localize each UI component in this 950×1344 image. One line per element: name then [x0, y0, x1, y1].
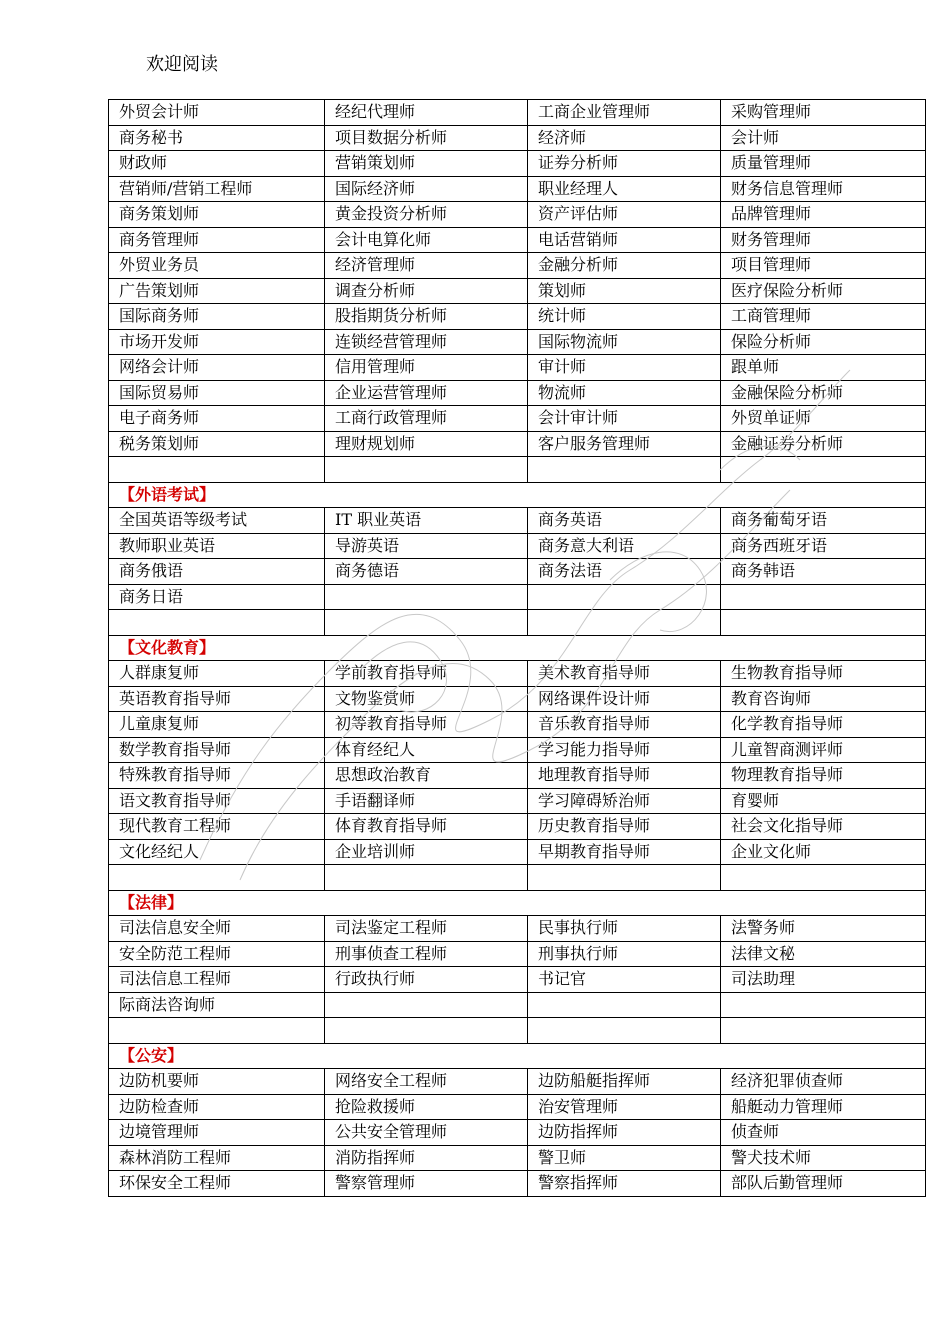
table-cell: 边防检查师 — [109, 1094, 325, 1120]
table-row — [109, 304, 926, 330]
section-title: 【公安】 — [109, 1043, 926, 1069]
table-cell: 保险分析师 — [721, 329, 926, 355]
table-row — [109, 227, 926, 253]
table-cell — [325, 992, 528, 1018]
table-cell: 采购管理师 — [721, 100, 926, 126]
table-cell: 税务策划师 — [109, 431, 325, 457]
table-row — [109, 788, 926, 814]
table-cell: 音乐教育指导师 — [528, 712, 721, 738]
table-cell: 导游英语 — [325, 533, 528, 559]
table-cell: 生物教育指导师 — [721, 661, 926, 687]
table-cell: 抢险救援师 — [325, 1094, 528, 1120]
table-cell: 商务韩语 — [721, 559, 926, 585]
table-cell: 船艇动力管理师 — [721, 1094, 926, 1120]
table-cell — [528, 457, 721, 483]
table-cell: 初等教育指导师 — [325, 712, 528, 738]
table-row — [109, 992, 926, 1018]
table-cell: 外贸单证师 — [721, 406, 926, 432]
table-cell: 警卫师 — [528, 1145, 721, 1171]
table-cell: 国际商务师 — [109, 304, 325, 330]
table-cell: 网络会计师 — [109, 355, 325, 381]
table-cell: 部队后勤管理师 — [721, 1171, 926, 1197]
table-cell: 语文教育指导师 — [109, 788, 325, 814]
table-cell: 美术教育指导师 — [528, 661, 721, 687]
table-cell: 经济管理师 — [325, 253, 528, 279]
table-cell: 审计师 — [528, 355, 721, 381]
table-cell: 学习能力指导师 — [528, 737, 721, 763]
section-header-row — [109, 1043, 926, 1069]
table-cell: 信用管理师 — [325, 355, 528, 381]
table-cell: 物流师 — [528, 380, 721, 406]
table-cell: 地理教育指导师 — [528, 763, 721, 789]
table-cell: 工商企业管理师 — [528, 100, 721, 126]
table-cell — [109, 865, 325, 891]
table-row — [109, 686, 926, 712]
table-cell — [528, 992, 721, 1018]
table-cell: 外贸会计师 — [109, 100, 325, 126]
table-cell: 人群康复师 — [109, 661, 325, 687]
table-row — [109, 1120, 926, 1146]
table-cell: 国际贸易师 — [109, 380, 325, 406]
table-cell — [325, 865, 528, 891]
table-row — [109, 1094, 926, 1120]
table-cell: 书记官 — [528, 967, 721, 993]
table-row — [109, 125, 926, 151]
table-row — [109, 1145, 926, 1171]
table-cell: 广告策划师 — [109, 278, 325, 304]
table-cell: 会计电算化师 — [325, 227, 528, 253]
table-cell: 经纪代理师 — [325, 100, 528, 126]
table-cell: 经济犯罪侦查师 — [721, 1069, 926, 1095]
table-cell: 司法助理 — [721, 967, 926, 993]
table-cell: 证券分析师 — [528, 151, 721, 177]
table-row — [109, 253, 926, 279]
table-cell: 商务意大利语 — [528, 533, 721, 559]
table-cell: 商务英语 — [528, 508, 721, 534]
table-cell — [325, 584, 528, 610]
blank-row — [109, 1018, 926, 1044]
table-cell: 刑事侦查工程师 — [325, 941, 528, 967]
certification-table — [108, 99, 926, 1197]
table-body — [109, 100, 926, 1197]
table-row — [109, 763, 926, 789]
table-cell: 现代教育工程师 — [109, 814, 325, 840]
section-header-row — [109, 482, 926, 508]
table-cell: 品牌管理师 — [721, 202, 926, 228]
table-cell: 财务管理师 — [721, 227, 926, 253]
table-cell — [109, 1018, 325, 1044]
table-row — [109, 508, 926, 534]
table-cell: 统计师 — [528, 304, 721, 330]
section-title: 【法律】 — [109, 890, 926, 916]
table-row — [109, 814, 926, 840]
table-cell — [721, 610, 926, 636]
table-cell: 会计师 — [721, 125, 926, 151]
table-cell: 边境管理师 — [109, 1120, 325, 1146]
table-row — [109, 355, 926, 381]
table-cell: 市场开发师 — [109, 329, 325, 355]
table-cell: 数学教育指导师 — [109, 737, 325, 763]
page-header: 欢迎阅读 — [146, 54, 218, 75]
table-cell: 环保安全工程师 — [109, 1171, 325, 1197]
table-cell: 警犬技术师 — [721, 1145, 926, 1171]
table-cell: 企业培训师 — [325, 839, 528, 865]
table-cell: 边防机要师 — [109, 1069, 325, 1095]
table-cell: 医疗保险分析师 — [721, 278, 926, 304]
table-cell: 历史教育指导师 — [528, 814, 721, 840]
table-row — [109, 176, 926, 202]
table-row — [109, 431, 926, 457]
table-cell: 商务西班牙语 — [721, 533, 926, 559]
table-cell: 社会文化指导师 — [721, 814, 926, 840]
table-row — [109, 559, 926, 585]
table-cell: 边防船艇指挥师 — [528, 1069, 721, 1095]
table-cell: 体育教育指导师 — [325, 814, 528, 840]
table-cell: 网络安全工程师 — [325, 1069, 528, 1095]
table-cell: 质量管理师 — [721, 151, 926, 177]
table-cell: 教育咨询师 — [721, 686, 926, 712]
table-cell: 际商法咨询师 — [109, 992, 325, 1018]
table-cell: 国际经济师 — [325, 176, 528, 202]
table-cell: 儿童康复师 — [109, 712, 325, 738]
table-cell: 商务葡萄牙语 — [721, 508, 926, 534]
table-cell: 调查分析师 — [325, 278, 528, 304]
table-cell: 英语教育指导师 — [109, 686, 325, 712]
blank-row — [109, 865, 926, 891]
table-cell — [528, 865, 721, 891]
table-cell: 商务管理师 — [109, 227, 325, 253]
table-cell: 安全防范工程师 — [109, 941, 325, 967]
table-cell: 教师职业英语 — [109, 533, 325, 559]
table-cell: 商务俄语 — [109, 559, 325, 585]
table-cell: 文物鉴赏师 — [325, 686, 528, 712]
section-header-row — [109, 635, 926, 661]
table-cell: 项目数据分析师 — [325, 125, 528, 151]
table-cell: 全国英语等级考试 — [109, 508, 325, 534]
table-cell: 森林消防工程师 — [109, 1145, 325, 1171]
table-row — [109, 737, 926, 763]
table-cell: 边防指挥师 — [528, 1120, 721, 1146]
table-cell: 国际物流师 — [528, 329, 721, 355]
table-cell — [325, 610, 528, 636]
table-cell: 资产评估师 — [528, 202, 721, 228]
table-cell: 商务秘书 — [109, 125, 325, 151]
table-cell — [721, 1018, 926, 1044]
table-cell: 网络课件设计师 — [528, 686, 721, 712]
table-cell: 财务信息管理师 — [721, 176, 926, 202]
table-row — [109, 967, 926, 993]
table-cell: 连锁经营管理师 — [325, 329, 528, 355]
table-row — [109, 380, 926, 406]
table-cell: 文化经纪人 — [109, 839, 325, 865]
table-cell — [109, 610, 325, 636]
table-cell: 民事执行师 — [528, 916, 721, 942]
table-row — [109, 533, 926, 559]
table-cell: 司法信息工程师 — [109, 967, 325, 993]
table-cell: 商务日语 — [109, 584, 325, 610]
table-row — [109, 1069, 926, 1095]
table-cell — [109, 457, 325, 483]
table-cell: 司法鉴定工程师 — [325, 916, 528, 942]
table-cell: 特殊教育指导师 — [109, 763, 325, 789]
table-cell: 工商行政管理师 — [325, 406, 528, 432]
table-cell: 法律文秘 — [721, 941, 926, 967]
table-cell: IT 职业英语 — [325, 508, 528, 534]
table-cell: 消防指挥师 — [325, 1145, 528, 1171]
table-cell: 股指期货分析师 — [325, 304, 528, 330]
section-header-row — [109, 890, 926, 916]
table-cell: 金融分析师 — [528, 253, 721, 279]
table-row — [109, 100, 926, 126]
table-row — [109, 278, 926, 304]
table-cell: 体育经纪人 — [325, 737, 528, 763]
table-cell: 思想政治教育 — [325, 763, 528, 789]
table-row — [109, 1171, 926, 1197]
table-cell: 经济师 — [528, 125, 721, 151]
table-cell — [721, 457, 926, 483]
table-row — [109, 202, 926, 228]
table-cell: 治安管理师 — [528, 1094, 721, 1120]
table-cell: 电话营销师 — [528, 227, 721, 253]
table-cell: 企业运营管理师 — [325, 380, 528, 406]
table-cell: 商务法语 — [528, 559, 721, 585]
table-cell: 学习障碍矫治师 — [528, 788, 721, 814]
table-cell: 理财规划师 — [325, 431, 528, 457]
table-cell: 营销策划师 — [325, 151, 528, 177]
table-cell: 化学教育指导师 — [721, 712, 926, 738]
table-cell: 公共安全管理师 — [325, 1120, 528, 1146]
table-cell — [325, 1018, 528, 1044]
table-cell: 法警务师 — [721, 916, 926, 942]
table-cell: 物理教育指导师 — [721, 763, 926, 789]
table-cell: 行政执行师 — [325, 967, 528, 993]
table-cell: 警察指挥师 — [528, 1171, 721, 1197]
table-row — [109, 916, 926, 942]
blank-row — [109, 610, 926, 636]
table-row — [109, 941, 926, 967]
table-cell: 策划师 — [528, 278, 721, 304]
table-row — [109, 839, 926, 865]
table-cell: 儿童智商测评师 — [721, 737, 926, 763]
table-row — [109, 584, 926, 610]
table-cell: 刑事执行师 — [528, 941, 721, 967]
table-cell: 早期教育指导师 — [528, 839, 721, 865]
table-row — [109, 406, 926, 432]
table-cell — [528, 1018, 721, 1044]
table-cell: 客户服务管理师 — [528, 431, 721, 457]
table-cell: 企业文化师 — [721, 839, 926, 865]
table-cell: 跟单师 — [721, 355, 926, 381]
table-row — [109, 329, 926, 355]
table-cell — [721, 992, 926, 1018]
table-row — [109, 151, 926, 177]
table-cell: 会计审计师 — [528, 406, 721, 432]
table-cell: 职业经理人 — [528, 176, 721, 202]
table-cell: 侦查师 — [721, 1120, 926, 1146]
table-cell: 商务德语 — [325, 559, 528, 585]
table-cell — [325, 457, 528, 483]
table-cell: 财政师 — [109, 151, 325, 177]
table-cell: 育婴师 — [721, 788, 926, 814]
table-cell — [721, 865, 926, 891]
table-cell — [528, 610, 721, 636]
table-cell: 学前教育指导师 — [325, 661, 528, 687]
table-cell — [528, 584, 721, 610]
table-cell: 电子商务师 — [109, 406, 325, 432]
table-cell: 黄金投资分析师 — [325, 202, 528, 228]
blank-row — [109, 457, 926, 483]
table-cell: 警察管理师 — [325, 1171, 528, 1197]
table-cell: 外贸业务员 — [109, 253, 325, 279]
table-cell: 工商管理师 — [721, 304, 926, 330]
section-title: 【外语考试】 — [109, 482, 926, 508]
table-cell: 金融保险分析师 — [721, 380, 926, 406]
table-cell: 司法信息安全师 — [109, 916, 325, 942]
section-title: 【文化教育】 — [109, 635, 926, 661]
table-cell: 商务策划师 — [109, 202, 325, 228]
table-cell: 项目管理师 — [721, 253, 926, 279]
table-row — [109, 712, 926, 738]
table-cell — [721, 584, 926, 610]
table-cell: 金融证券分析师 — [721, 431, 926, 457]
table-row — [109, 661, 926, 687]
table-cell: 手语翻译师 — [325, 788, 528, 814]
table-cell: 营销师/营销工程师 — [109, 176, 325, 202]
